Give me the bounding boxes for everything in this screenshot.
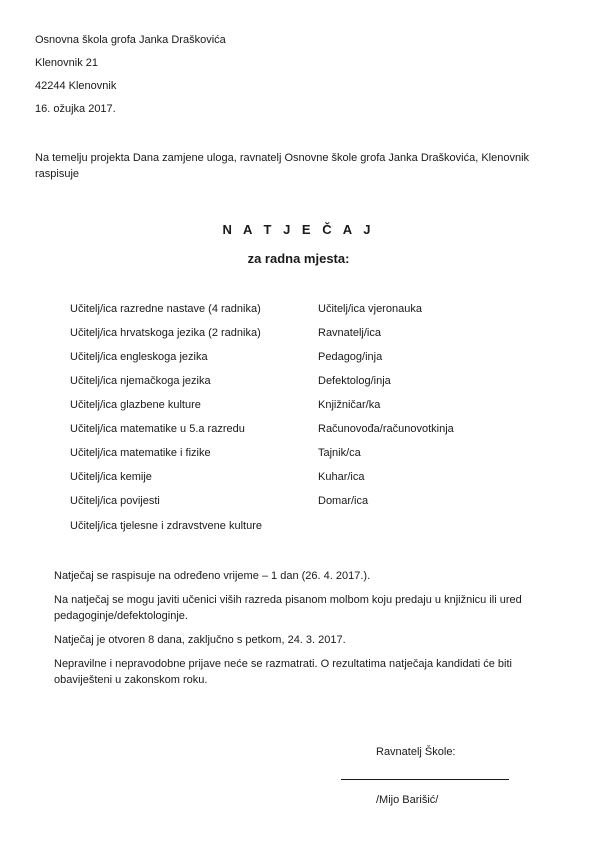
position-item: Tajnik/ca <box>318 447 361 459</box>
document-date: 16. ožujka 2017. <box>35 103 116 115</box>
signature-line <box>341 779 509 780</box>
note-duration: Natječaj se raspisuje na određeno vrijeme – 1 dan (26. 4. 2017.). <box>54 570 371 582</box>
school-name: Osnovna škola grofa Janka Draškovića <box>35 34 226 46</box>
note-eligibility: Na natječaj se mogu javiti učenici viših razreda pisanom molbom koju predaju u knjižnicu ili ured pedagoginje/defektologinje. <box>54 594 522 622</box>
position-item: Učitelj/ica razredne nastave (4 radnika) <box>70 303 261 315</box>
position-item: Defektolog/inja <box>318 375 391 387</box>
position-item: Domar/ica <box>318 495 369 507</box>
position-item: Ravnatelj/ica <box>318 327 381 339</box>
note-open-period: Natječaj je otvoren 8 dana, zaključno s petkom, 24. 3. 2017. <box>54 634 346 646</box>
position-item: Računovođa/računovotkinja <box>318 423 454 435</box>
document-title: N A T J E Č A J <box>222 222 375 237</box>
position-item: Kuhar/ica <box>318 471 365 483</box>
document-subtitle: za radna mjesta: <box>247 251 350 266</box>
signature-name: /Mijo Barišić/ <box>376 794 439 806</box>
school-city: 42244 Klenovnik <box>35 80 117 92</box>
position-item: Učitelj/ica glazbene kulture <box>70 399 201 411</box>
position-item: Pedagog/inja <box>318 351 383 363</box>
position-item: Učitelj/ica povijesti <box>70 495 160 507</box>
position-item: Učitelj/ica njemačkoga jezika <box>70 375 211 387</box>
note-invalid-applications: Nepravilne i nepravodobne prijave neće se razmatrati. O rezultatima natječaja kandidati će biti obaviješteni u zakonskom roku. <box>54 658 512 686</box>
position-item: Učitelj/ica matematike i fizike <box>70 447 211 459</box>
intro-paragraph: Na temelju projekta Dana zamjene uloga, ravnatelj Osnovne škole grofa Janka Draškovića, Klenovnik raspisuje <box>35 152 530 180</box>
position-item: Učitelj/ica engleskoga jezika <box>70 351 208 363</box>
position-item: Učitelj/ica hrvatskoga jezika (2 radnika) <box>70 327 261 339</box>
position-item: Knjižničar/ka <box>318 399 381 411</box>
position-item: Učitelj/ica tjelesne i zdravstvene kulture <box>70 520 262 532</box>
school-street: Klenovnik 21 <box>35 57 98 69</box>
position-item: Učitelj/ica kemije <box>70 471 152 483</box>
position-item: Učitelj/ica matematike u 5.a razredu <box>70 423 245 435</box>
signature-role: Ravnatelj Škole: <box>376 746 456 758</box>
position-item: Učitelj/ica vjeronauka <box>318 303 422 315</box>
